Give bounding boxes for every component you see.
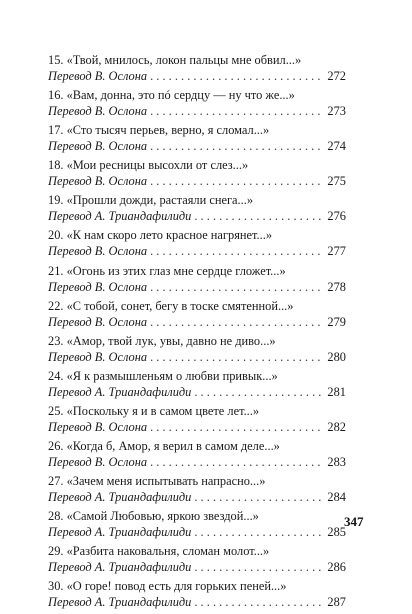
toc-entry-title: 16. «Вам, донна, это пó сердцу — ну что же...»	[48, 88, 295, 103]
toc-entry-credit-line	[48, 173, 346, 189]
toc-entry-credit-line	[48, 594, 346, 610]
toc-entry	[48, 403, 346, 438]
toc-entry-title: 19. «Прошли дожди, растаяли снега...»	[48, 193, 254, 208]
toc-entry	[48, 438, 346, 473]
toc-entry	[48, 508, 346, 543]
toc-entry	[48, 52, 346, 87]
toc-entry-translator: Перевод В. Ослона	[48, 174, 148, 189]
toc-entry-translator: Перевод В. Ослона	[48, 69, 148, 83]
toc-entry-credit-line	[48, 454, 346, 470]
toc-entry-page: 284	[327, 490, 346, 505]
toc-entry-translator: Перевод В. Ослона	[48, 419, 148, 434]
dot-leader	[194, 594, 321, 610]
toc-entry-translator: Перевод В. Ослона	[48, 349, 148, 364]
dot-leader	[194, 208, 321, 224]
toc-entry-credit-line	[48, 279, 346, 295]
toc-entry	[48, 578, 346, 613]
toc-entry-page: 280	[327, 349, 346, 364]
dot-leader	[194, 489, 321, 505]
dot-leader	[150, 419, 321, 435]
toc-entry-translator: Перевод В. Ослона	[48, 279, 148, 294]
toc-entry-title: 15. «Твой, мнилось, локон пальцы мне обвил...»	[48, 53, 302, 67]
toc-entry-page: 273	[327, 104, 346, 119]
dot-leader	[150, 243, 321, 259]
toc-entry-page: 286	[327, 560, 346, 575]
toc-entry	[48, 368, 346, 403]
toc-entry-title: 26. «Когда б, Амор, я верил в самом деле...»	[48, 439, 280, 454]
toc-entry-title: 21. «Огонь из этих глаз мне сердце гложет...»	[48, 263, 286, 278]
toc-entry-credit-line	[48, 103, 346, 119]
toc-entry	[48, 87, 346, 122]
dot-leader	[150, 454, 321, 470]
toc-entry-title: 27. «Зачем меня испытывать напрасно...»	[48, 474, 266, 489]
toc-entry	[48, 227, 346, 262]
toc-entry-translator: Перевод А. Триандафилиди	[48, 490, 192, 505]
toc-entry-credit-line	[48, 68, 346, 84]
toc-entry	[48, 298, 346, 333]
toc-entry-credit-line	[48, 559, 346, 575]
toc-entry-credit-line	[48, 208, 346, 224]
toc-entry	[48, 263, 346, 298]
toc-entry	[48, 192, 346, 227]
toc-entry-translator: Перевод В. Ослона	[48, 104, 148, 119]
toc-entry	[48, 157, 346, 192]
toc-entry-credit-line	[48, 314, 346, 330]
dot-leader	[150, 173, 321, 189]
toc-entry-page: 277	[327, 244, 346, 259]
dot-leader	[150, 103, 321, 119]
toc-entry-credit-line	[48, 243, 346, 259]
dot-leader	[150, 138, 321, 154]
toc-entry-credit-line	[48, 349, 346, 365]
dot-leader	[150, 349, 321, 365]
toc-entry-page: 282	[327, 419, 346, 434]
toc-entry-page: 287	[327, 595, 346, 610]
toc-entry-translator: Перевод А. Триандафилиди	[48, 595, 192, 610]
toc-entry-title: 22. «С тобой, сонет, бегу в тоске смятенной...»	[48, 298, 294, 313]
toc-entry-translator: Перевод В. Ослона	[48, 314, 148, 329]
toc-entry-title: 25. «Поскольку я и в самом цвете лет...»	[48, 403, 260, 418]
dot-leader	[150, 68, 321, 84]
toc-entry-title: 20. «К нам скоро лето красное нагрянет...»	[48, 228, 273, 243]
table-of-contents	[48, 52, 346, 614]
toc-entry-title: 23. «Амор, твой лук, увы, давно не диво...»	[48, 333, 276, 348]
toc-entry-title: 28. «Самой Любовью, яркою звездой...»	[48, 509, 259, 524]
toc-entry-translator: Перевод А. Триандафилиди	[48, 209, 192, 224]
toc-entry	[48, 473, 346, 508]
toc-entry-title: 18. «Мои ресницы высохли от слез...»	[48, 158, 249, 173]
toc-entry-translator: Перевод В. Ослона	[48, 244, 148, 259]
toc-entry	[48, 333, 346, 368]
toc-entry-page: 275	[327, 174, 346, 189]
page-number: 347	[344, 514, 364, 529]
toc-entry-title: 24. «Я к размышленьям о любви привык...»	[48, 368, 278, 383]
toc-entry-title: 29. «Разбита наковальня, сломан молот...»	[48, 544, 270, 559]
toc-entry-page: 285	[327, 525, 346, 540]
toc-entry-translator: Перевод В. Ослона	[48, 139, 148, 154]
dot-leader	[150, 314, 321, 330]
toc-entry	[48, 122, 346, 157]
toc-entry-title: 30. «О горе! повод есть для горьких пеней...»	[48, 579, 287, 594]
toc-entry-page: 272	[327, 69, 346, 83]
toc-entry-page: 281	[327, 384, 346, 399]
toc-entry-credit-line	[48, 524, 346, 540]
toc-entry-translator: Перевод А. Триандафилиди	[48, 525, 192, 540]
toc-entry-translator: Перевод А. Триандафилиди	[48, 560, 192, 575]
dot-leader	[194, 384, 321, 400]
toc-entry-title: 17. «Сто тысяч перьев, верно, я сломал...»	[48, 123, 270, 138]
toc-entry-credit-line	[48, 138, 346, 154]
toc-entry-credit-line	[48, 489, 346, 505]
toc-entry-page: 278	[327, 279, 346, 294]
dot-leader	[150, 279, 321, 295]
toc-entry-page: 274	[327, 139, 346, 154]
toc-entry-page: 279	[327, 314, 346, 329]
toc-entry-page: 276	[327, 209, 346, 224]
toc-entry-translator: Перевод А. Триандафилиди	[48, 384, 192, 399]
toc-entry-page: 283	[327, 455, 346, 470]
toc-entry	[48, 543, 346, 578]
toc-entry-credit-line	[48, 419, 346, 435]
dot-leader	[194, 559, 321, 575]
toc-entry-translator: Перевод В. Ослона	[48, 455, 148, 470]
toc-entry-credit-line	[48, 384, 346, 400]
dot-leader	[194, 524, 321, 540]
